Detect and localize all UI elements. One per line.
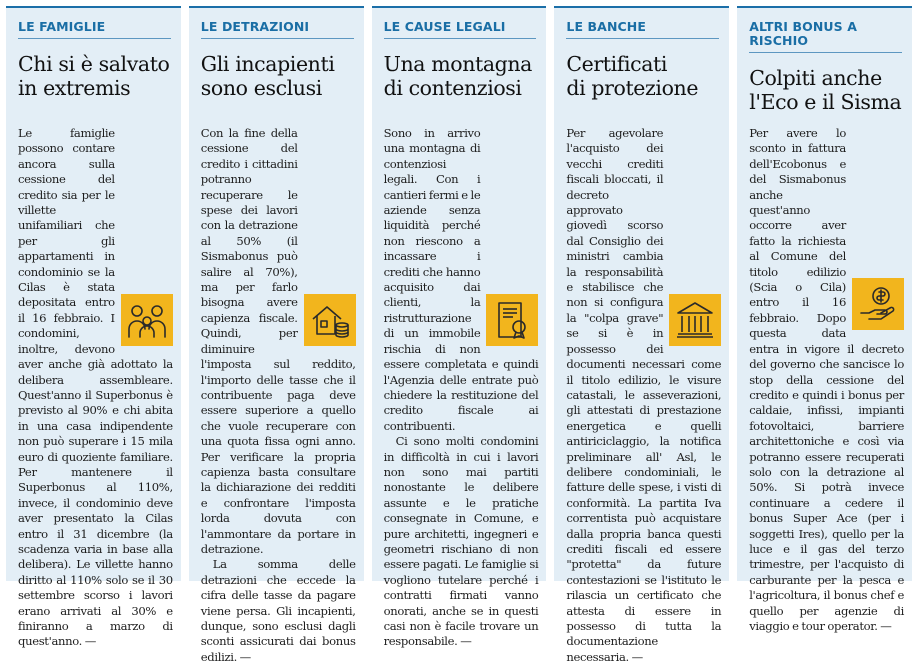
- tag-rule: [566, 38, 719, 39]
- article-paragraph: Ci sono molti condomini in difficoltà in cui i lavori non sono mai partiti nonostante le delibere assunte e le pratiche consegnate in Comune, e pure architetti, ingegneri e geometri rischiano di non essere pagati. Le famiglie si vogliono tutelare perché i contratti firmati vanno onorati, anche se in questi casi non è facile trovare un responsabile. —: [383, 434, 539, 649]
- tag-rule: [18, 38, 171, 39]
- article-paragraph: La somma delle detrazioni che eccede la cifra delle tasse da pagare viene persa. Gli incapienti, dunque, sono esclusi dagli sconti assicurati dai bonus edilizi. —: [200, 557, 356, 664]
- article-paragraph: Le famiglie possono contare ancora sulla cessione del credito sia per le villette unifamiliari che per gli appartamenti in condominio se la Cilas è stata depositata entro il 16 febbraio. I condomini, inoltre, devono aver anche già adottato la delibera assembleare. Quest'anno il Superbonus è previsto al 90% e chi abita in una casa indipendente non può superare i 15 mila euro di quoziente familiare. Per mantenere il Superbonus al 110%, invece, il condominio deve aver presentato la Cilas entro il 31 dicembre (la scadenza varia in base alla delibera). Le villette hanno diritto al 110% solo se il 30 settembre scorso i lavori erano arrivati al 30% e finiranno a marzo di quest'anno. —: [18, 126, 173, 649]
- bank-icon: [669, 294, 721, 346]
- tag-rule: [384, 38, 537, 39]
- hand-coin-icon: [852, 278, 904, 330]
- column-top-rule: [189, 6, 364, 8]
- column-top-rule: [554, 6, 729, 8]
- article-body: [566, 126, 721, 665]
- article-paragraph: Sono in arrivo una montagna di contenziosi legali. Con i cantieri fermi e le aziende senza liquidità perché non riescono a incassare i crediti che hanno acquisito dai clienti, la ristrutturazione di un immobile rischia di non essere completata e quindi l'Agenzia delle entrate può chiedere la restituzione del credito fiscale ai contribuenti.: [383, 126, 539, 433]
- section-tag: ALTRI BONUS A RISCHIO: [749, 19, 858, 48]
- section-tag: LE FAMIGLIE: [18, 19, 106, 34]
- house-money-icon: [304, 294, 356, 346]
- column-top-rule: [6, 6, 181, 8]
- column-top-rule: [737, 6, 912, 8]
- column-top-rule: [372, 6, 547, 8]
- article-paragraph: Con la fine della cessione del credito i cittadini potranno recuperare le spese dei lavori con la detrazione al 50% (il Sismabonus può salire al 70%), ma per farlo bisogna avere capienza fiscale. Quindi, per diminuire l'imposta sul reddito, l'importo delle tasse che il contribuente paga deve essere superiore a quello che vuole recuperare con una quota fissa ogni anno. Per verificare la propria capienza basta consultare la dichiarazione dei redditi e confrontare l'imposta lorda dovuta con l'ammontare da portare in detrazione.: [200, 126, 356, 556]
- article-paragraph: Per avere lo sconto in fattura dell'Ecobonus e del Sismabonus anche quest'anno occorre aver fatto la richiesta al Comune del titolo edilizio (Scia o Cila) entro il 16 febbraio. Dopo questa data entra in vigore il decreto del governo che sancisce lo stop della cessione del credito e quindi i bonus per caldaie, infissi, impianti fotovoltaici, barriere architettoniche e così via potranno essere recuperati solo con la detrazione al 50%. Si potrà invece continuare a cedere il bonus Super Ace (per i soggetti Ires), quello per la luce e il gas del terzo trimestre, per l'acquisto di carburante per la pesca e l'agricoltura, il bonus chef e quello per agenzie di viaggio e tour operator. —: [749, 126, 904, 633]
- headline: Chi si è salvato in extremis: [18, 52, 170, 100]
- article-body: [201, 126, 356, 665]
- tag-rule: [749, 52, 902, 53]
- article-paragraph: Per agevolare l'acquisto dei vecchi crediti fiscali bloccati, il decreto approvato giovedì scorso dal Consiglio dei ministri cambia la responsabilità e stabilisce che non si configura la "colpa grave" se si è in possesso dei documenti necessari come il titolo edilizio, le visure catastali, le asseverazioni, gli attestati di prestazione energetica e quelli antiriciclaggio, la notifica preliminare all' Asl, le delibere condominiali, le fatture delle spese, i visti di conformità. La partita Iva correntista può acquistare dalla propria banca questi crediti fiscali ed essere "protetta" da future contestazioni se l'istituto le rilascia un certificato che attesta di essere in possesso di tutta la documentazione necessaria. —: [566, 126, 722, 664]
- document-seal-icon: [486, 294, 538, 346]
- section-tag: LE DETRAZIONI: [200, 19, 310, 34]
- headline: Una montagna di contenziosi: [383, 52, 533, 100]
- section-tag: LE BANCHE: [566, 19, 646, 34]
- headline: Gli incapienti sono esclusi: [200, 52, 335, 100]
- headline: Colpiti anche l'Eco e il Sisma: [749, 66, 902, 114]
- article-body: [18, 126, 173, 650]
- column-banche: [554, 6, 729, 664]
- article-body: [384, 126, 539, 650]
- headline: Certificati di protezione: [566, 52, 699, 100]
- column-famiglie: [6, 6, 181, 649]
- section-tag: LE CAUSE LEGALI: [383, 19, 506, 34]
- family-icon: [121, 294, 173, 346]
- column-detrazioni: [189, 6, 364, 664]
- column-cause-legali: [372, 6, 547, 649]
- article-body: [749, 126, 904, 634]
- tag-rule: [201, 38, 354, 39]
- column-altri-bonus: [737, 6, 912, 633]
